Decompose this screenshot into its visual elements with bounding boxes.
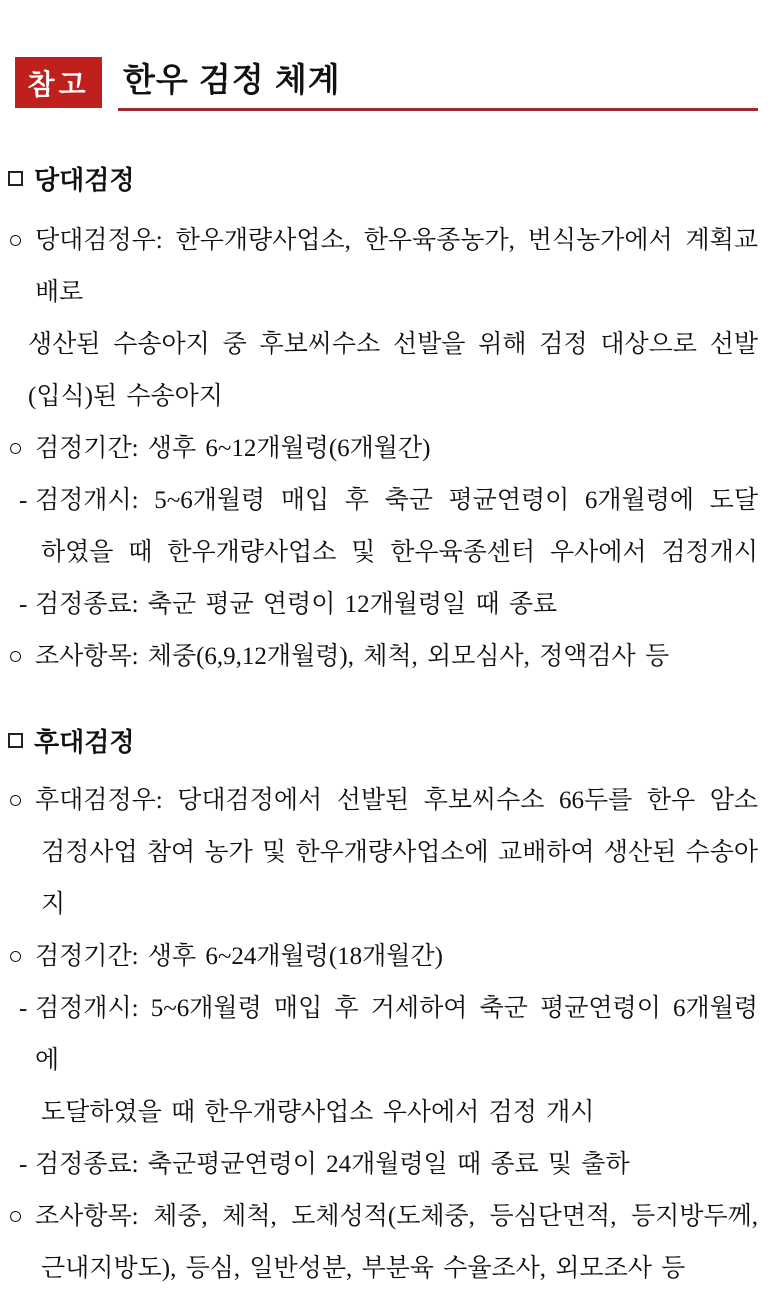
list-item-text: 검정사업 참여 농가 및 한우개량사업소에 교배하여 생산된 수송아지 — [41, 839, 758, 918]
list-item-text: 검정기간: 생후 6~12개월령(6개월간) — [35, 435, 431, 462]
list-item-text: 조사항목: 체중, 체척, 도체성적(도체중, 등심단면적, 등지방두께, — [35, 1203, 758, 1230]
list-item — [8, 775, 758, 827]
list-item-continuation — [8, 1087, 758, 1139]
section-2-items — [8, 775, 758, 1295]
list-item-continuation — [8, 1243, 758, 1295]
reference-badge: 참고 — [15, 57, 102, 108]
dash-bullet: - — [19, 591, 28, 618]
list-item-text: 근내지방도), 등심, 일반성분, 부분육 수율조사, 외모조사 등 — [41, 1255, 686, 1282]
circle-bullet: ○ — [8, 227, 24, 254]
title-underline-block — [118, 57, 758, 111]
section-1-items — [8, 215, 758, 683]
list-item-text: (입식)된 수송아지 — [28, 383, 223, 410]
section-heading-progeny-test — [8, 725, 758, 755]
list-item-text: 생산된 수송아지 중 후보씨수소 선발을 위해 검정 대상으로 선발 — [28, 331, 758, 358]
circle-bullet: ○ — [8, 943, 24, 970]
circle-bullet: ○ — [8, 787, 24, 814]
list-item — [8, 579, 758, 631]
list-item-text: 하였을 때 한우개량사업소 및 한우육종센터 우사에서 검정개시 — [41, 539, 758, 566]
list-item-text: 당대검정우: 한우개량사업소, 한우육종농가, 번식농가에서 계획교배로 — [35, 227, 758, 306]
list-item-continuation — [8, 527, 758, 579]
document-body — [8, 163, 758, 1295]
dash-bullet: - — [19, 995, 28, 1022]
section-heading-performance-test — [8, 163, 758, 193]
list-item — [8, 423, 758, 475]
list-item-text: 검정개시: 5~6개월령 매입 후 축군 평균연령이 6개월령에 도달 — [35, 487, 758, 514]
list-item-continuation — [8, 319, 758, 371]
square-bullet-icon — [8, 171, 23, 186]
list-item-text: 검정기간: 생후 6~24개월령(18개월간) — [35, 943, 443, 970]
document-page — [0, 57, 780, 1282]
circle-bullet: ○ — [8, 643, 24, 670]
list-item-text: 검정개시: 5~6개월령 매입 후 거세하여 축군 평균연령이 6개월령에 — [35, 995, 758, 1074]
page-header — [15, 57, 758, 111]
list-item — [8, 1139, 758, 1191]
list-item — [8, 215, 758, 319]
section-heading-label: 후대검정 — [34, 726, 135, 757]
list-item-continuation — [8, 827, 758, 931]
list-item — [8, 631, 758, 683]
list-item-continuation — [8, 371, 758, 423]
dash-bullet: - — [19, 1151, 28, 1178]
page-title: 한우 검정 체계 — [123, 61, 341, 98]
section-heading-label: 당대검정 — [34, 164, 135, 195]
list-item-text: 후대검정우: 당대검정에서 선발된 후보씨수소 66두를 한우 암소 — [35, 787, 758, 814]
square-bullet-icon — [8, 733, 23, 748]
list-item-text: 도달하였을 때 한우개량사업소 우사에서 검정 개시 — [41, 1099, 595, 1126]
list-item — [8, 475, 758, 527]
circle-bullet: ○ — [8, 1203, 24, 1230]
list-item-text: 검정종료: 축군평균연령이 24개월령일 때 종료 및 출하 — [35, 1151, 630, 1178]
circle-bullet: ○ — [8, 435, 24, 462]
list-item — [8, 1191, 758, 1243]
dash-bullet: - — [19, 487, 28, 514]
list-item — [8, 983, 758, 1087]
list-item — [8, 931, 758, 983]
list-item-text: 검정종료: 축군 평균 연령이 12개월령일 때 종료 — [35, 591, 558, 618]
list-item-text: 조사항목: 체중(6,9,12개월령), 체척, 외모심사, 정액검사 등 — [35, 643, 670, 670]
